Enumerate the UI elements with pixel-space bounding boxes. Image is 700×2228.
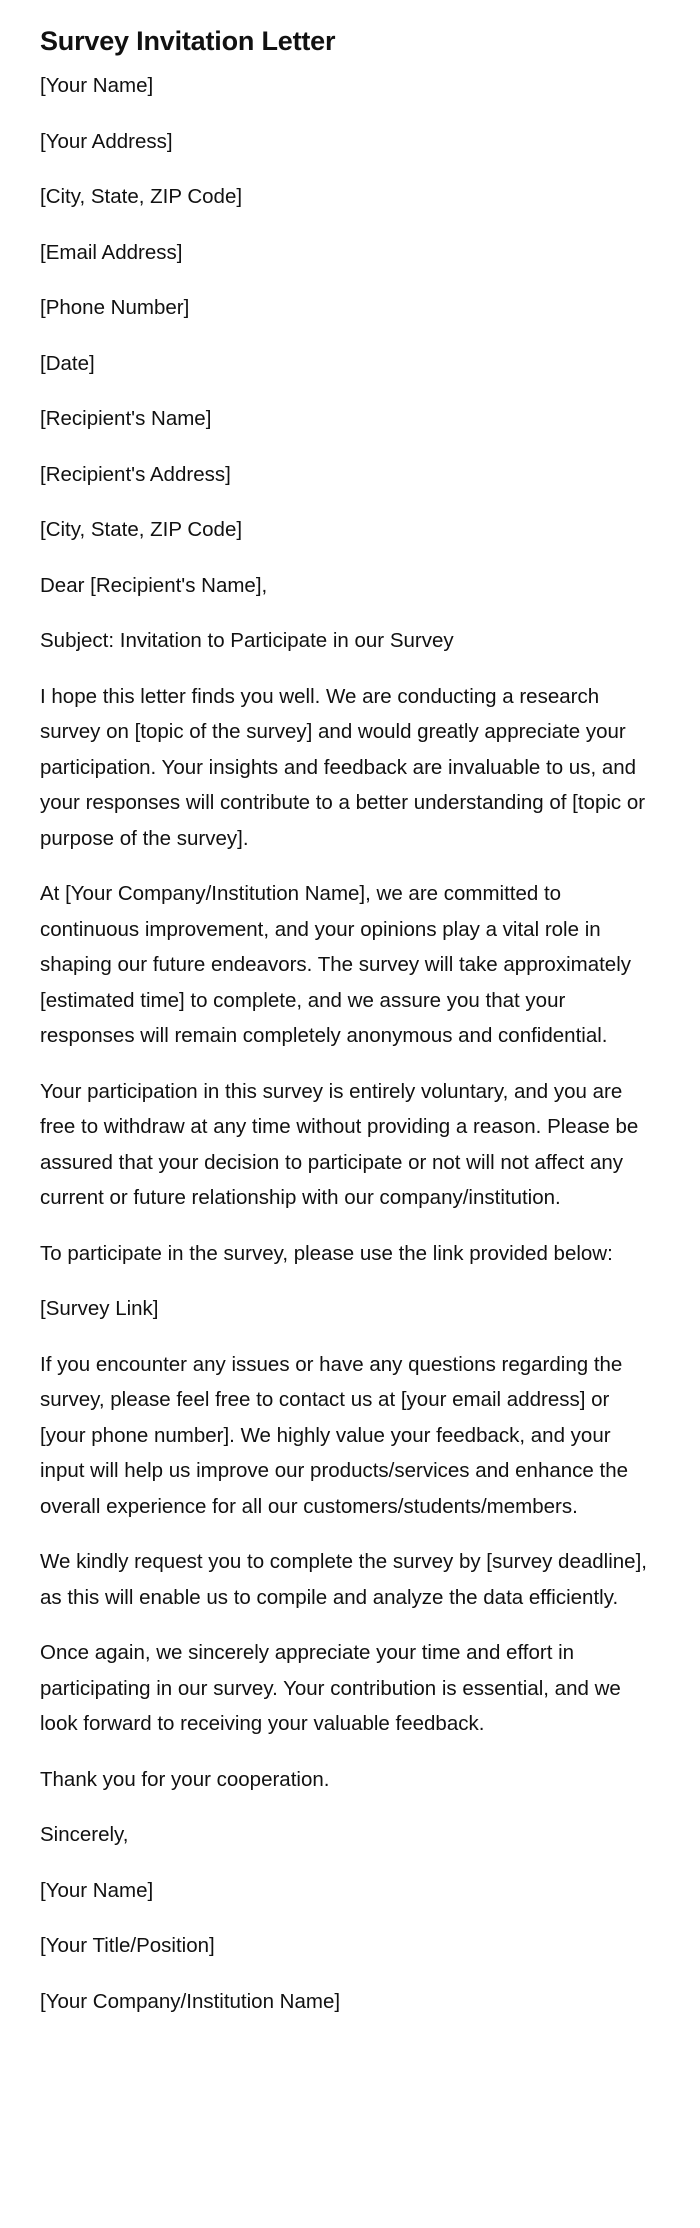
salutation: Dear [Recipient's Name], <box>40 573 268 597</box>
body-paragraph-voluntary: Your participation in this survey is entirely voluntary, and you are free to withdraw at any time without providing a reason. Please be assured that your decision to participate or not will not affect any current or future relationship with our company/institution. <box>40 1079 639 1209</box>
body-paragraph-thanks: Thank you for your cooperation. <box>40 1767 330 1791</box>
sender-address: [Your Address] <box>40 129 173 153</box>
body-paragraph-deadline: We kindly request you to complete the survey by [survey deadline], as this will enable us to compile and analyze the data efficiently. <box>40 1550 647 1609</box>
page-title: Survey Invitation Letter <box>40 26 336 56</box>
signature-company: [Your Company/Institution Name] <box>40 1989 341 2013</box>
sender-phone: [Phone Number] <box>40 296 190 319</box>
sender-name: [Your Name] <box>40 74 154 97</box>
sender-email: [Email Address] <box>40 240 183 264</box>
letter-date: [Date] <box>40 351 95 375</box>
body-paragraph-instructions: To participate in the survey, please use the link provided below: <box>40 1241 613 1265</box>
subject-line: Subject: Invitation to Participate in our Survey <box>40 629 454 652</box>
survey-link: [Survey Link] <box>40 1297 159 1320</box>
recipient-city-state-zip: [City, State, ZIP Code] <box>40 518 243 541</box>
body-paragraph-appreciation: Once again, we sincerely appreciate your time and effort in participating in our survey. Your contribution is essential, and we look forward to receiving your valuable feedback. <box>40 1641 621 1735</box>
body-paragraph-commitment: At [Your Company/Institution Name], we are committed to continuous improvement, and your opinions play a vital role in shaping our future endeavors. The survey will take approximately [estimated time] to complete, and we assure you that your responses will remain completely anonymous and confidential. <box>40 882 632 1047</box>
recipient-name: [Recipient's Name] <box>40 407 212 430</box>
sender-city-state-zip: [City, State, ZIP Code] <box>40 185 243 208</box>
closing: Sincerely, <box>40 1823 129 1846</box>
signature-name: [Your Name] <box>40 1878 154 1902</box>
recipient-address: [Recipient's Address] <box>40 462 231 486</box>
signature-title: [Your Title/Position] <box>40 1934 215 1957</box>
body-paragraph-intro: I hope this letter finds you well. We are conducting a research survey on [topic of the survey] and would greatly appreciate your participation. Your insights and feedback are invaluable to us, and your responses will contribute to a better understanding of [topic or purpose of the survey]. <box>40 684 646 850</box>
body-paragraph-contact: If you encounter any issues or have any questions regarding the survey, please feel free to contact us at [your email address] or [your phone number]. We highly value your feedback, and your input will help us improve our products/services and enhance the overall experience for all our customers/students/members. <box>40 1352 628 1518</box>
